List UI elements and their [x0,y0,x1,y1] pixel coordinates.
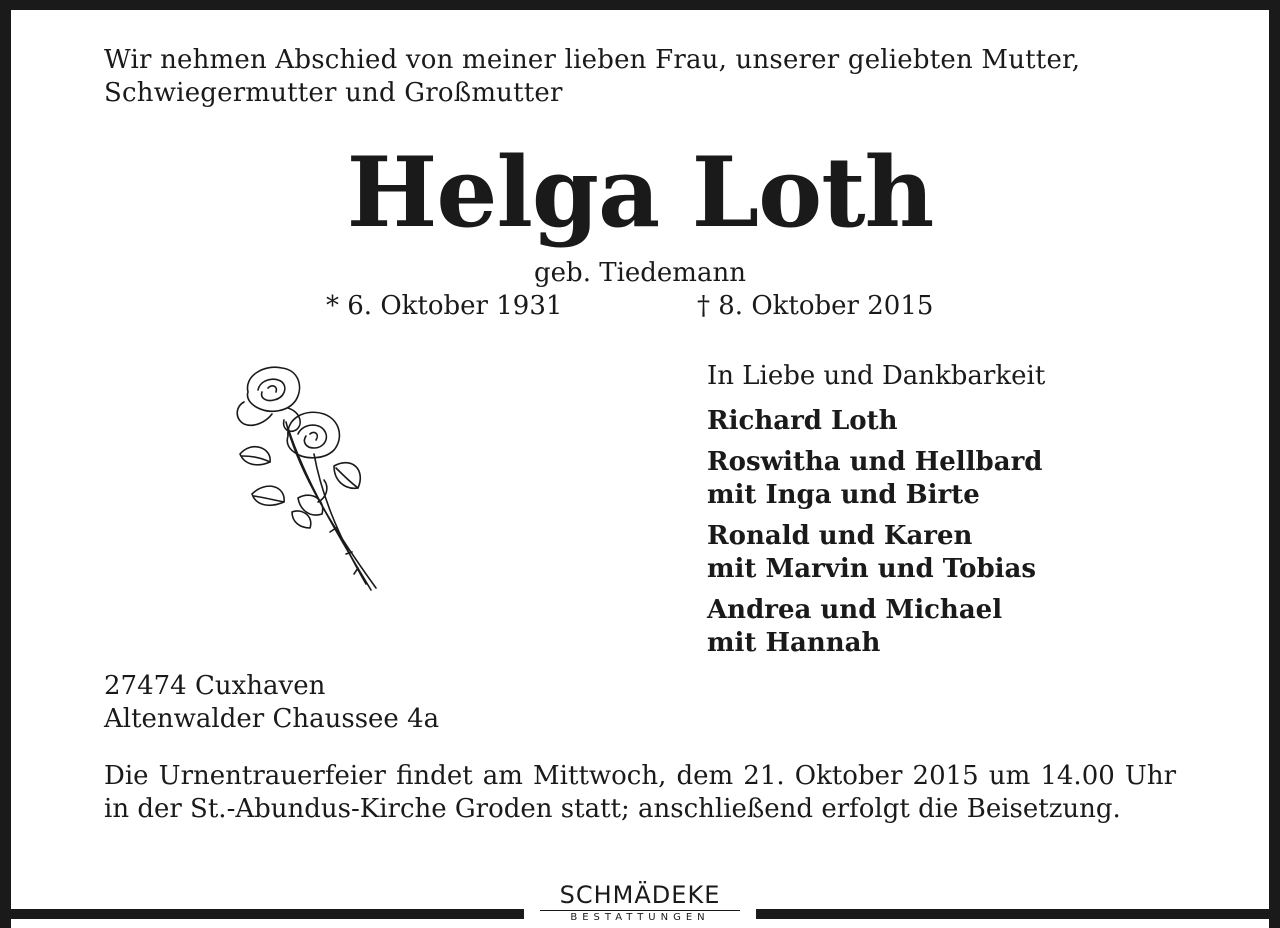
frame-border-bottom-left [0,909,524,919]
roses-icon [226,362,386,594]
funeral-home-logo [524,880,756,928]
mourner-group [707,520,1187,586]
address-street: Altenwalder Chaussee 4a [104,704,440,734]
mourner-line: mit Hannah [707,628,881,658]
mourner-line: Andrea und Michael [707,595,1003,625]
logo-subtitle: BESTATTUNGEN [570,912,710,923]
intro-line: Wir nehmen Abschied von meiner lieben Frau, unserer geliebten Mutter, [104,45,1081,75]
mourners-lead: In Liebe und Dankbarkeit [707,361,1046,391]
mourner-line: Roswitha und Hellbard [707,447,1043,477]
maiden-name: geb. Tiedemann [534,258,746,288]
frame-border-top [0,0,1280,10]
service-announcement: Die Urnentrauerfeier findet am Mittwoch, dem 21. Oktober 2015 um 14.00 Uhr in der St.-Abundus-Kirche Groden statt; anschließend erfolgt die Beisetzung. [104,761,1176,824]
address-city: 27474 Cuxhaven [104,671,326,701]
birth-date: * 6. Oktober 1931 [326,291,563,321]
mourners-list [707,360,1187,668]
frame-border-bottom-right [756,909,1280,919]
deceased-name: Helga Loth [346,136,934,249]
mourner-line: mit Inga und Birte [707,480,980,510]
death-date: † 8. Oktober 2015 [697,291,934,321]
intro-line: Schwiegermutter und Großmutter [104,78,563,108]
mourner-line: Richard Loth [707,406,898,436]
logo-name: SCHMÄDEKE [559,881,721,909]
mourner-group [707,446,1187,512]
mourner-group [707,405,1187,438]
mourner-group [707,594,1187,660]
mourner-line: mit Marvin und Tobias [707,554,1036,584]
mourner-line: Ronald und Karen [707,521,973,551]
intro-text [104,44,1204,110]
address-block [104,670,439,736]
